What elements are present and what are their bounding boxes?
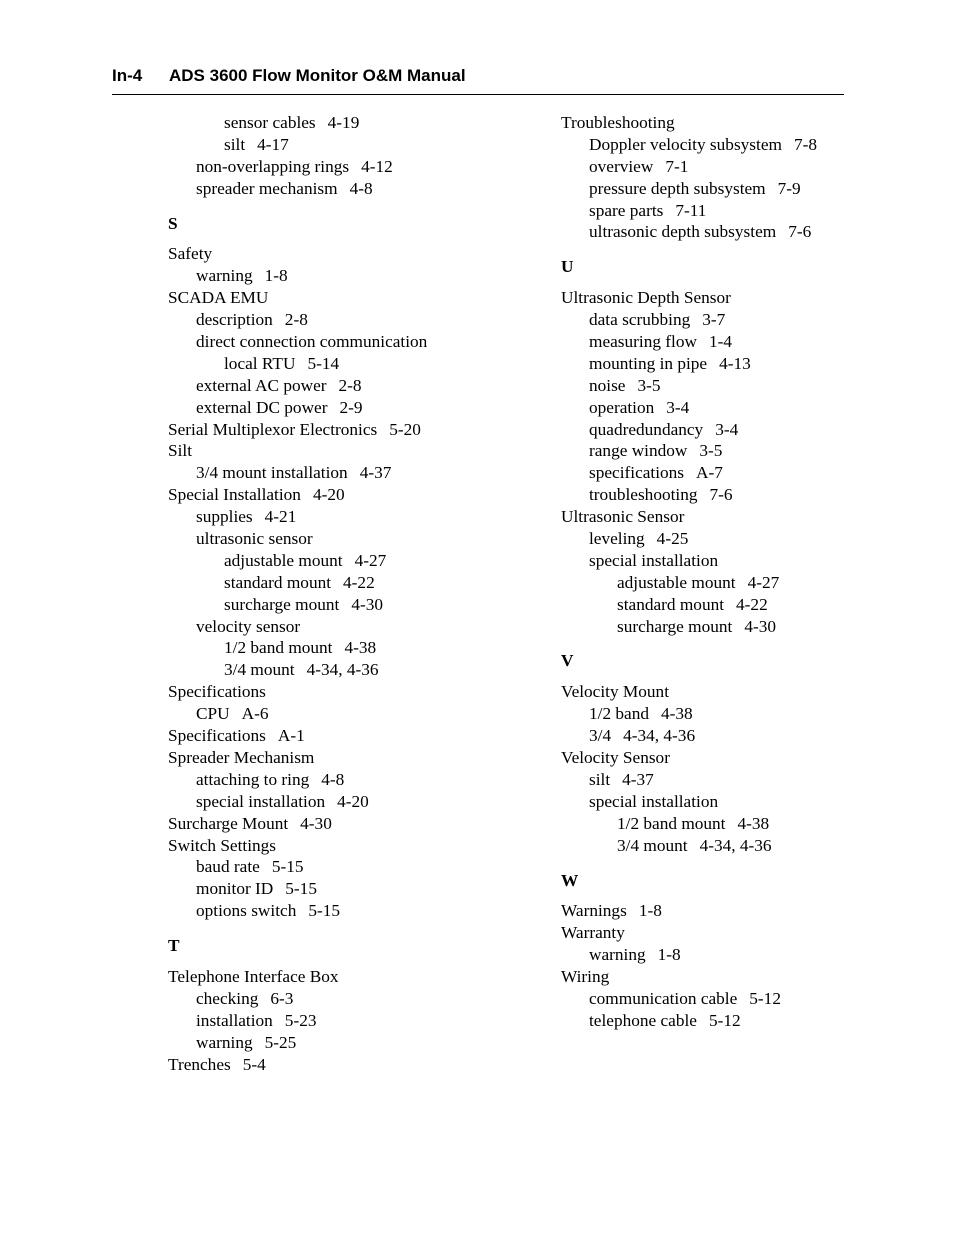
index-entry — [561, 550, 844, 572]
index-entry — [168, 1010, 528, 1032]
index-page-ref: 5-15 — [271, 857, 304, 877]
index-page-ref: 4-34, 4-36 — [623, 726, 696, 746]
index-page-ref: 2-9 — [339, 397, 363, 417]
index-entry — [561, 506, 844, 528]
index-entry — [561, 681, 844, 703]
index-page-ref: 6-3 — [270, 988, 294, 1008]
index-term: baud rate — [196, 857, 260, 877]
index-page-ref: 7-8 — [793, 134, 817, 154]
index-term: mounting in pipe — [589, 353, 708, 373]
index-entry — [168, 440, 528, 462]
index-term: leveling — [589, 529, 645, 549]
index-entry — [561, 616, 844, 638]
index-section-letter: W — [561, 870, 579, 890]
index-section-letter: V — [561, 651, 574, 671]
index-entry — [168, 988, 528, 1010]
index-term: special installation — [589, 550, 719, 570]
index-page-ref: 5-12 — [708, 1010, 741, 1030]
index-entry — [168, 265, 528, 287]
index-term: communication cable — [589, 988, 738, 1008]
index-entry — [168, 243, 528, 265]
index-term: external AC power — [196, 375, 327, 395]
index-entry — [168, 353, 528, 375]
index-entry — [561, 419, 844, 441]
index-term: pressure depth subsystem — [589, 178, 766, 198]
manual-title: ADS 3600 Flow Monitor O&M Manual — [169, 66, 466, 85]
index-page-ref: 5-15 — [285, 879, 317, 899]
index-entry — [561, 134, 844, 156]
index-entry — [561, 594, 844, 616]
index-entry — [561, 922, 844, 944]
index-term: Special Installation — [168, 485, 301, 505]
index-entry — [168, 528, 528, 550]
index-entry — [168, 112, 528, 134]
index-page-ref: 4-17 — [257, 134, 289, 154]
index-entry — [168, 309, 528, 331]
index-entry — [168, 769, 528, 791]
index-entry — [168, 134, 528, 156]
index-entry — [561, 221, 844, 243]
index-entry — [168, 725, 528, 747]
index-entry — [168, 681, 528, 703]
index-term: ultrasonic sensor — [196, 529, 313, 549]
index-term: Warranty — [561, 923, 625, 943]
index-page-ref: 4-20 — [337, 791, 369, 811]
index-page-ref: 4-19 — [327, 113, 360, 132]
index-term: spare parts — [589, 200, 664, 220]
index-term: warning — [589, 945, 646, 965]
index-term: external DC power — [196, 397, 328, 417]
index-term: Velocity Mount — [561, 682, 669, 702]
index-entry — [168, 1054, 528, 1076]
index-term: monitor ID — [196, 879, 274, 899]
index-entry — [561, 112, 844, 134]
index-page-ref: 2-8 — [284, 310, 308, 330]
index-page-ref: 4-37 — [359, 463, 392, 483]
index-term: range window — [589, 441, 688, 461]
index-term: 3/4 mount — [617, 835, 688, 855]
index-term: installation — [196, 1010, 273, 1030]
index-page-ref: 4-38 — [344, 638, 377, 658]
index-entry — [168, 703, 528, 725]
index-column-left — [168, 112, 528, 1075]
index-term: SCADA EMU — [168, 288, 269, 308]
index-page-ref: 4-34, 4-36 — [699, 835, 772, 855]
index-entry — [561, 703, 844, 725]
index-term: adjustable mount — [617, 572, 736, 592]
index-term: Specifications — [168, 682, 266, 702]
index-page-ref: 4-30 — [744, 616, 777, 636]
index-page-ref: 5-15 — [308, 901, 341, 921]
index-term: direct connection communication — [196, 332, 428, 352]
index-term: troubleshooting — [589, 485, 698, 505]
index-entry — [168, 856, 528, 878]
index-entry — [561, 200, 844, 222]
index-page-ref: 4-27 — [747, 572, 780, 592]
index-page-ref: 4-37 — [622, 769, 654, 789]
index-entry — [168, 900, 528, 922]
index-term: Ultrasonic Sensor — [561, 507, 685, 527]
index-term: 1/2 band mount — [617, 813, 726, 833]
index-page-ref: 4-30 — [351, 594, 384, 614]
index-entry — [168, 791, 528, 813]
index-entry — [168, 594, 528, 616]
index-entry — [168, 178, 528, 200]
index-entry — [561, 988, 844, 1010]
index-section-letter: S — [168, 213, 178, 233]
index-term: telephone cable — [589, 1010, 697, 1030]
index-page-ref: 2-8 — [338, 375, 362, 395]
index-term: 1/2 band — [589, 704, 649, 724]
index-entry — [561, 944, 844, 966]
index-page-ref: 5-23 — [284, 1010, 317, 1030]
index-term: checking — [196, 988, 259, 1008]
index-term: Spreader Mechanism — [168, 747, 315, 767]
index-entry — [561, 900, 844, 922]
index-term: Safety — [168, 244, 213, 264]
page-header — [112, 66, 844, 95]
index-page-ref: 7-11 — [675, 200, 707, 220]
index-term: surcharge mount — [224, 594, 340, 614]
index-entry — [168, 550, 528, 572]
index-page-ref: 4-8 — [321, 769, 345, 789]
index-term: Velocity Sensor — [561, 748, 670, 768]
index-entry — [168, 462, 528, 484]
index-term: 3/4 mount — [224, 660, 295, 680]
index-entry — [168, 331, 528, 353]
index-page-ref: 4-30 — [300, 813, 332, 833]
index-entry — [561, 309, 844, 331]
index-entry — [561, 747, 844, 769]
index-term: Surcharge Mount — [168, 813, 289, 833]
index-term: special installation — [196, 791, 326, 811]
index-term: surcharge mount — [617, 616, 733, 636]
index-term: description — [196, 310, 273, 330]
index-term: Ultrasonic Depth Sensor — [561, 288, 731, 308]
index-entry — [168, 375, 528, 397]
index-page-ref: 1-8 — [657, 945, 681, 965]
index-term: standard mount — [224, 572, 332, 592]
index-term: Serial Multiplexor Electronics — [168, 419, 378, 439]
index-term: warning — [196, 1032, 253, 1052]
index-page-ref: 3-4 — [715, 419, 739, 439]
index-entry — [561, 835, 844, 857]
index-term: measuring flow — [589, 332, 697, 352]
index-entry — [168, 287, 528, 309]
index-page-ref: 7-6 — [709, 485, 733, 505]
index-term: non-overlapping rings — [196, 156, 350, 176]
index-page-ref: 5-20 — [389, 419, 421, 439]
index-term: Telephone Interface Box — [168, 966, 339, 986]
index-entry — [561, 813, 844, 835]
page-number: In-4 — [112, 66, 143, 85]
index-page-ref: 4-27 — [354, 550, 387, 570]
index-entry — [168, 506, 528, 528]
index-page-ref: 4-21 — [264, 507, 297, 527]
index-page-ref: 4-20 — [312, 485, 345, 505]
index-entry — [561, 178, 844, 200]
index-entry — [168, 966, 528, 988]
index-column-right — [561, 112, 844, 1032]
index-term: special installation — [589, 791, 719, 811]
index-term: attaching to ring — [196, 769, 310, 789]
index-term: 3/4 mount installation — [196, 463, 348, 483]
index-entry — [561, 966, 844, 988]
index-entry — [561, 1010, 844, 1032]
index-entry — [168, 659, 528, 681]
index-entry — [168, 835, 528, 857]
index-page-ref: 1-8 — [264, 266, 288, 286]
index-page-ref: 5-14 — [307, 353, 340, 373]
index-term: Specifications — [168, 726, 266, 746]
index-entry — [168, 616, 528, 638]
index-entry — [561, 156, 844, 178]
index-term: Troubleshooting — [561, 113, 675, 132]
index-entry — [561, 375, 844, 397]
index-page-ref: 4-12 — [361, 156, 393, 176]
index-term: local RTU — [224, 353, 296, 373]
index-entry — [168, 747, 528, 769]
index-term: silt — [224, 134, 246, 154]
index-term: operation — [589, 397, 655, 417]
index-entry — [561, 791, 844, 813]
index-page-ref: 4-22 — [736, 594, 768, 614]
index-entry — [561, 397, 844, 419]
index-term: Wiring — [561, 967, 610, 987]
index-page-ref: 4-25 — [656, 529, 689, 549]
index-page-ref: 4-38 — [737, 813, 770, 833]
index-section-letter: U — [561, 257, 574, 277]
index-page-ref: 3-5 — [637, 375, 661, 395]
index-term: 1/2 band mount — [224, 638, 333, 658]
index-page-ref: 5-12 — [749, 988, 781, 1008]
index-entry — [168, 484, 528, 506]
index-page-ref: A-7 — [696, 463, 723, 483]
index-term: data scrubbing — [589, 310, 691, 330]
index-page-ref: 1-8 — [638, 901, 662, 921]
index-entry — [168, 397, 528, 419]
index-page-ref: 3-4 — [666, 397, 690, 417]
index-entry — [168, 572, 528, 594]
index-page-ref: 7-1 — [665, 156, 689, 176]
index-term: Warnings — [561, 901, 627, 921]
index-entry — [168, 637, 528, 659]
index-page-ref: 3-5 — [699, 441, 723, 461]
index-term: overview — [589, 156, 654, 176]
index-page-ref: 4-38 — [661, 704, 693, 724]
index-page-ref: 5-4 — [242, 1054, 266, 1074]
index-term: velocity sensor — [196, 616, 301, 636]
index-entry — [561, 440, 844, 462]
index-entry — [168, 813, 528, 835]
index-page-ref: A-6 — [241, 704, 269, 724]
index-entry — [168, 156, 528, 178]
index-term: adjustable mount — [224, 550, 343, 570]
index-entry — [561, 572, 844, 594]
index-term: supplies — [196, 507, 253, 527]
index-entry — [561, 462, 844, 484]
index-entry — [561, 484, 844, 506]
index-term: Doppler velocity subsystem — [589, 134, 782, 154]
index-entry — [561, 769, 844, 791]
index-term: 3/4 — [589, 726, 612, 746]
index-page-ref: 4-8 — [349, 178, 373, 198]
index-term: quadredundancy — [589, 419, 704, 439]
index-term: CPU — [196, 704, 230, 724]
index-term: silt — [589, 769, 611, 789]
index-term: options switch — [196, 901, 297, 921]
index-term: ultrasonic depth subsystem — [589, 222, 777, 242]
index-entry — [561, 331, 844, 353]
index-entry — [168, 419, 528, 441]
index-page-ref: 4-13 — [719, 353, 751, 373]
index-entry — [168, 1032, 528, 1054]
index-term: Switch Settings — [168, 835, 277, 855]
index-page-ref: 3-7 — [702, 310, 726, 330]
index-page-ref: A-1 — [277, 726, 305, 746]
index-term: noise — [589, 375, 626, 395]
index-entry — [561, 528, 844, 550]
index-page-ref: 5-25 — [264, 1032, 297, 1052]
index-entry — [561, 725, 844, 747]
index-section-letter: T — [168, 936, 180, 956]
index-term: standard mount — [617, 594, 725, 614]
index-entry — [168, 878, 528, 900]
index-term: Trenches — [168, 1054, 231, 1074]
index-page-ref: 1-4 — [708, 332, 733, 352]
index-page-ref: 4-34, 4-36 — [306, 660, 379, 680]
index-entry — [561, 287, 844, 309]
index-term: specifications — [589, 463, 685, 483]
index-page-ref: 7-9 — [777, 178, 801, 198]
index-term: Silt — [168, 441, 193, 461]
index-term: warning — [196, 266, 253, 286]
index-term: sensor cables — [224, 113, 316, 132]
index-entry — [561, 353, 844, 375]
index-page-ref: 4-22 — [343, 572, 375, 592]
index-page-ref: 7-6 — [788, 222, 812, 242]
index-term: spreader mechanism — [196, 178, 338, 198]
